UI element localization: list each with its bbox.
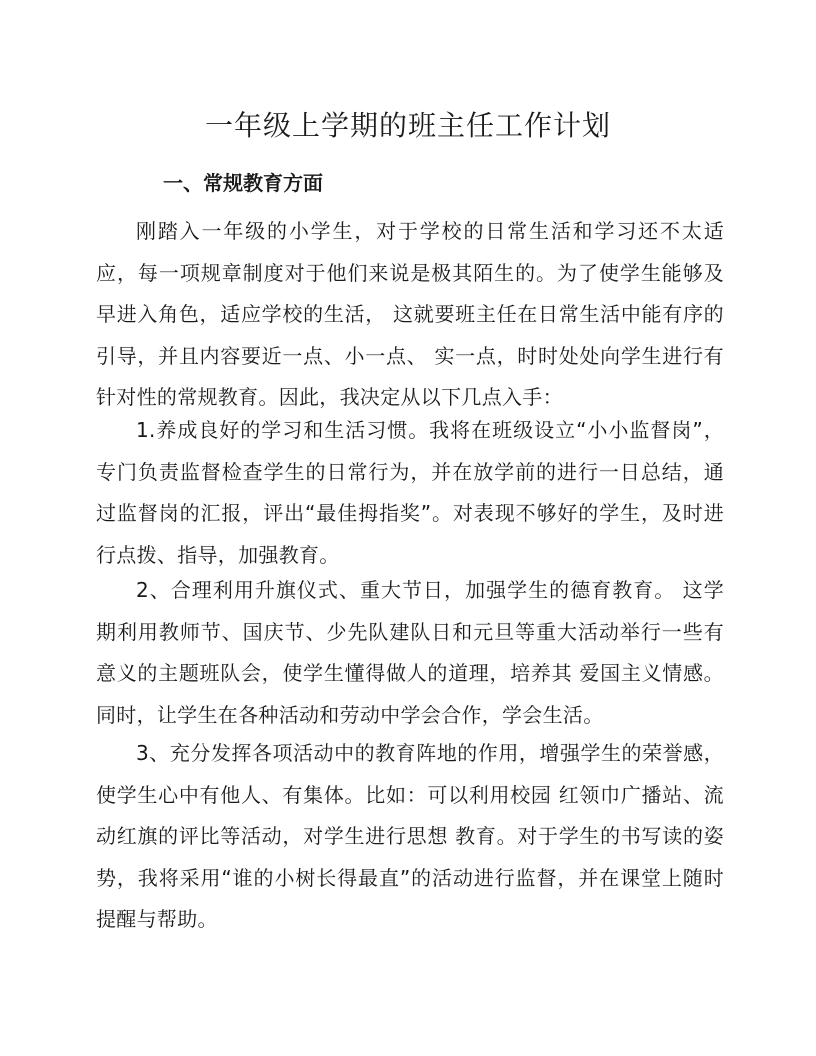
paragraph-activities: 3、充分发挥各项活动中的教育阵地的作用，增强学生的荣誉感，使学生心中有他人、有集体。比如：可以利用校园 红领巾广播站、流动红旗的评比等活动，对学生进行思想 教育。对于学生的书写读的姿势，我将采用“谁的小树长得最直”的活动进行监督，并在课堂上随时提醒与帮助。 — [96, 741, 724, 931]
section-heading: 一、常规教育方面 — [163, 171, 323, 195]
paragraph-habits: 1.养成良好的学习和生活习惯。我将在班级设立“小小监督岗”，专门负责监督检查学生的日常行为，并在放学前的进行一日总结，通过监督岗的汇报，评出“最佳拇指奖”。对表现不够好的学生，及时进行点拨、指导，加强教育。 — [96, 418, 724, 567]
paragraph-intro: 刚踏入一年级的小学生，对于学校的日常生活和学习还不太适应，每一项规章制度对于他们来说是极其陌生的。为了使学生能够及早进入角色，适应学校的生活， 这就要班主任在日常生活中能有序的引导，并且内容要近一点、小一点、 实一点，时时处处向学生进行有针对性的常规教育。因此，我决定从以下几点入手： — [96, 219, 724, 409]
document-title: 一年级上学期的班主任工作计划 — [204, 109, 611, 142]
paragraph-moral-education: 2、合理利用升旗仪式、重大节日，加强学生的德育教育。 这学期利用教师节、国庆节、少先队建队日和元旦等重大活动举行一些有意义的主题班队会，使学生懂得做人的道理，培养其 爱国主义情感。同时，让学生在各种活动和劳动中学会合作，学会生活。 — [96, 578, 724, 727]
